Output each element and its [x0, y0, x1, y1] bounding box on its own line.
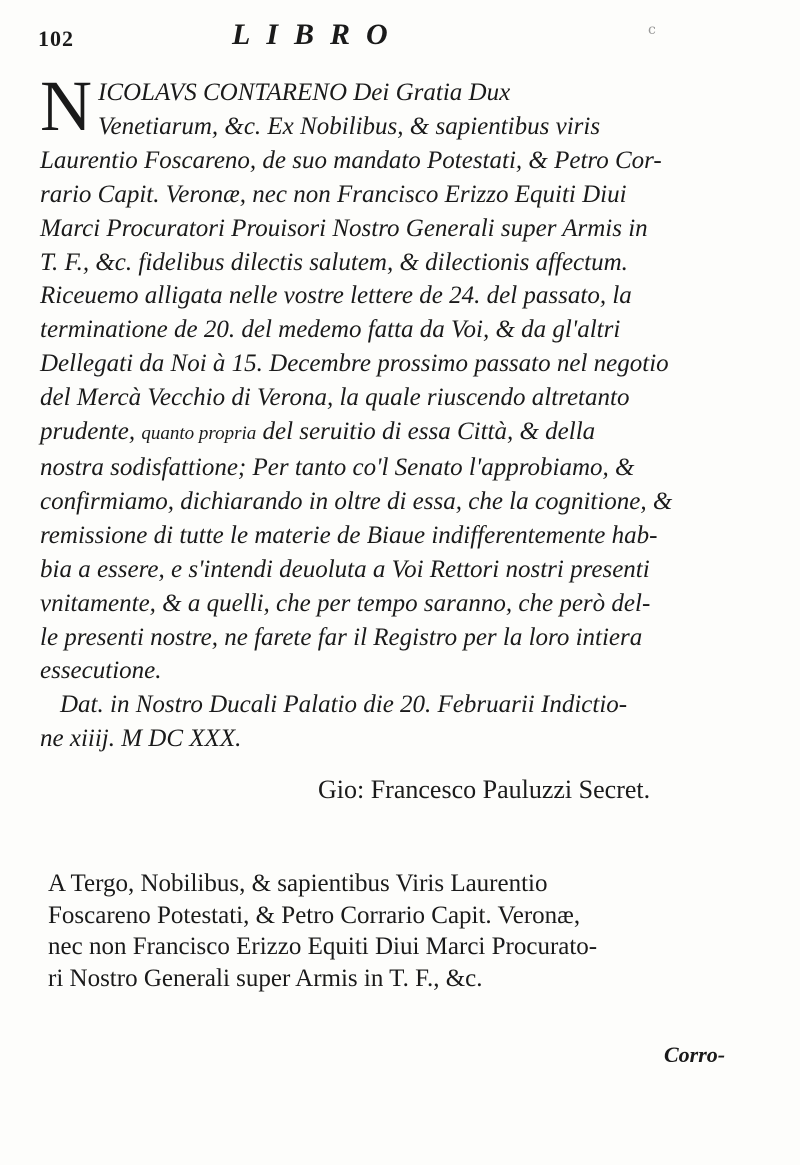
- tergo-line: A Tergo, Nobilibus, & sapientibus Viris Laurentio: [48, 870, 548, 897]
- secretary-signature: Gio: Francesco Pauluzzi Secret.: [318, 775, 651, 804]
- decree-line: prudente, quanto propria del seruitio di essa Città, & della: [40, 418, 596, 446]
- decree-line: Venetiarum, &c. Ex Nobilibus, & sapientibus viris: [98, 112, 601, 140]
- decree-line: le presenti nostre, ne farete far il Registro per la loro intiera: [40, 623, 643, 651]
- decree-line: rario Capit. Veronæ, nec non Francisco Erizzo Equiti Diui: [40, 180, 627, 208]
- decree-line: Dellegati da Noi à 15. Decembre prossimo passato nel negotio: [40, 350, 669, 378]
- drop-cap: N: [40, 66, 92, 146]
- tergo-address: [48, 868, 770, 994]
- decree-line: Dat. in Nostro Ducali Palatio die 20. Februarii Indictio-: [60, 691, 628, 719]
- running-title: LIBRO: [232, 18, 404, 51]
- decree-line: bia a essere, e s'intendi deuoluta a Voi Rettori nostri presenti: [40, 555, 650, 583]
- decree-line: ICOLAVS CONTARENO Dei Gratia Dux: [98, 79, 511, 106]
- page-number: 102: [38, 26, 74, 51]
- catchword: Corro-: [664, 1042, 726, 1067]
- decree-line: essecutione.: [40, 657, 162, 685]
- decree-line: Riceuemo alligata nelle vostre lettere de 24. del passato, la: [40, 282, 632, 310]
- decree-line: nostra sodisfattione; Per tanto co'l Senato l'approbiamo, &: [40, 453, 635, 481]
- decree-line: Marci Procuratori Prouisori Nostro Generali super Armis in: [40, 214, 648, 242]
- tergo-line: Foscareno Potestati, & Petro Corrario Capit. Veronæ,: [48, 901, 581, 929]
- decree-text: [40, 76, 762, 756]
- decree-line: remissione di tutte le materie de Biaue indifferentemente hab-: [40, 521, 658, 549]
- decree-line: terminatione de 20. del medemo fatta da Voi, & da gl'altri: [40, 316, 621, 344]
- decree-line: del Mercà Vecchio di Verona, la quale riuscendo altretanto: [40, 384, 630, 412]
- decree-line: T. F., &c. fidelibus dilectis salutem, & dilectionis affectum.: [40, 248, 628, 276]
- tergo-line: ri Nostro Generali super Armis in T. F., &c.: [48, 964, 483, 992]
- decree-line: vnitamente, & a quelli, che per tempo saranno, che però del-: [40, 589, 651, 617]
- decree-line: confirmiamo, dichiarando in oltre di essa, che la cognitione, &: [40, 487, 673, 515]
- corner-mark: ⅽ: [648, 23, 656, 38]
- small-print-phrase: quanto propria: [141, 423, 257, 445]
- decree-line: ne xiiij. M DC XXX.: [40, 725, 242, 753]
- decree-line: Laurentio Foscareno, de suo mandato Potestati, & Petro Cor-: [40, 146, 662, 174]
- tergo-line: nec non Francisco Erizzo Equiti Diui Marci Procurato-: [48, 933, 598, 960]
